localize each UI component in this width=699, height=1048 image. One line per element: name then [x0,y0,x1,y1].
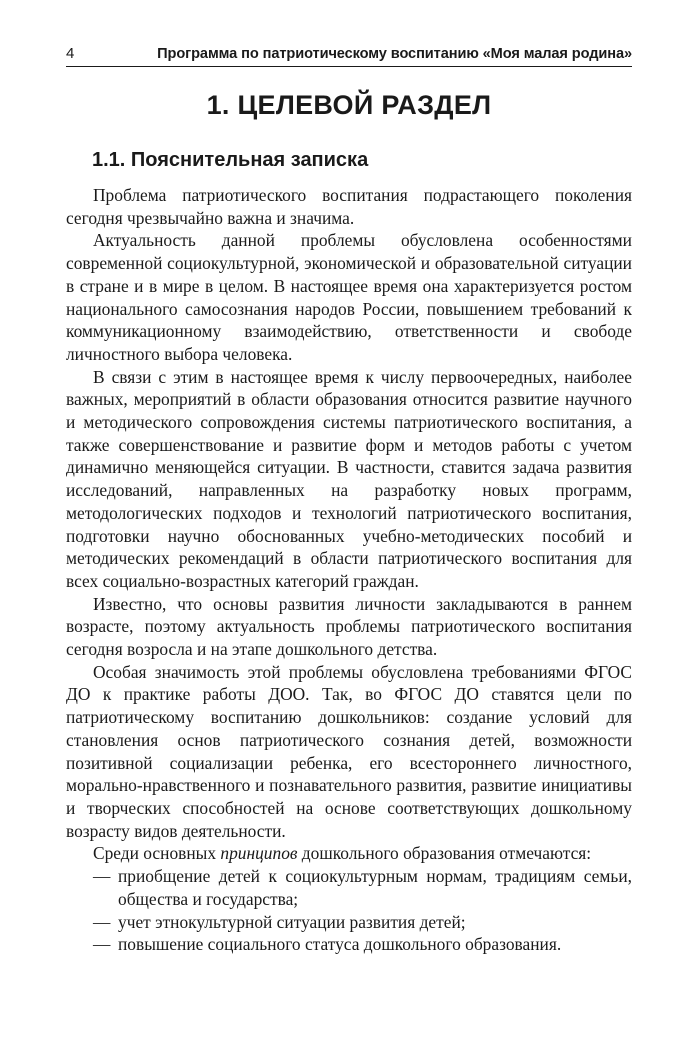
series-title: Программа по патриотическому воспитанию «Моя малая родина» [157,46,632,62]
principles-text-before: Среди основных [93,843,221,864]
paragraph: Известно, что основы развития личности закладываются в раннем возрасте, поэтому актуальность проблемы патриотического воспитания сегодня возросла и на этапе дошкольного детства. [66,593,632,660]
section-title: 1. ЦЕЛЕВОЙ РАЗДЕЛ [206,90,492,120]
list-dash: — [93,911,111,932]
subsection-title: 1.1. Пояснительная записка [92,149,369,171]
principles-list [66,865,632,956]
list-item [66,911,632,934]
list-dash: — [93,934,111,955]
paragraph: Особая значимость этой проблемы обусловлена требованиями ФГОС ДО к практике работы ДОО. Так, во ФГОС ДО ставятся цели по патриотическому воспитанию дошкольников: создание условий для становления основ патриотического сознания детей, возможности позитивной социализации ребенка, его всестороннего личностного, морально-нравственного и познавательного развития, развитие инициативы и творческих способностей на основе соответствующих дошкольному возрасту видов деятельности. [66,661,632,841]
running-header [66,44,632,67]
page-number: 4 [66,45,75,62]
body-text [66,184,632,956]
principles-emphasis: принципов [220,843,298,864]
list-item-text: повышение социального статуса дошкольного образования. [118,934,562,955]
list-item [66,933,632,956]
list-item-text: учет этнокультурной ситуации развития детей; [118,911,466,932]
paragraph: Проблема патриотического воспитания подрастающего поколения сегодня чрезвычайно важна и значима. [66,185,632,228]
list-item [66,865,632,910]
principles-text-after: дошкольного образования отмечаются: [297,843,592,864]
paragraph: Актуальность данной проблемы обусловлена особенностями современной социокультурной, экономической и образовательной ситуации в стране и в мире в целом. В настоящее время она характеризуется ростом национального самосознания народов России, повышением требований к коммуникационному взаимодействию, ответственности и свободе личностного выбора человека. [66,230,632,364]
principles-paragraph [66,842,632,865]
list-item-text: приобщение детей к социокультурным нормам, традициям семьи, общества и государства; [118,866,632,909]
paragraph: В связи с этим в настоящее время к числу первоочередных, наиболее важных, мероприятий в области образования относится развитие научного и методического сопровождения системы патриотического воспитания, а также совершенствование и развитие форм и методов работы с учетом динамично меняющейся ситуации. В частности, ставится задача развития исследований, направленных на разработку новых программ, методологических подходов и технологий патриотического воспитания, подготовки научно обоснованных учебно-методических пособий и методических рекомендаций в области патриотического воспитания для всех социально-возрастных категорий граждан. [66,366,632,591]
list-dash: — [93,866,111,887]
